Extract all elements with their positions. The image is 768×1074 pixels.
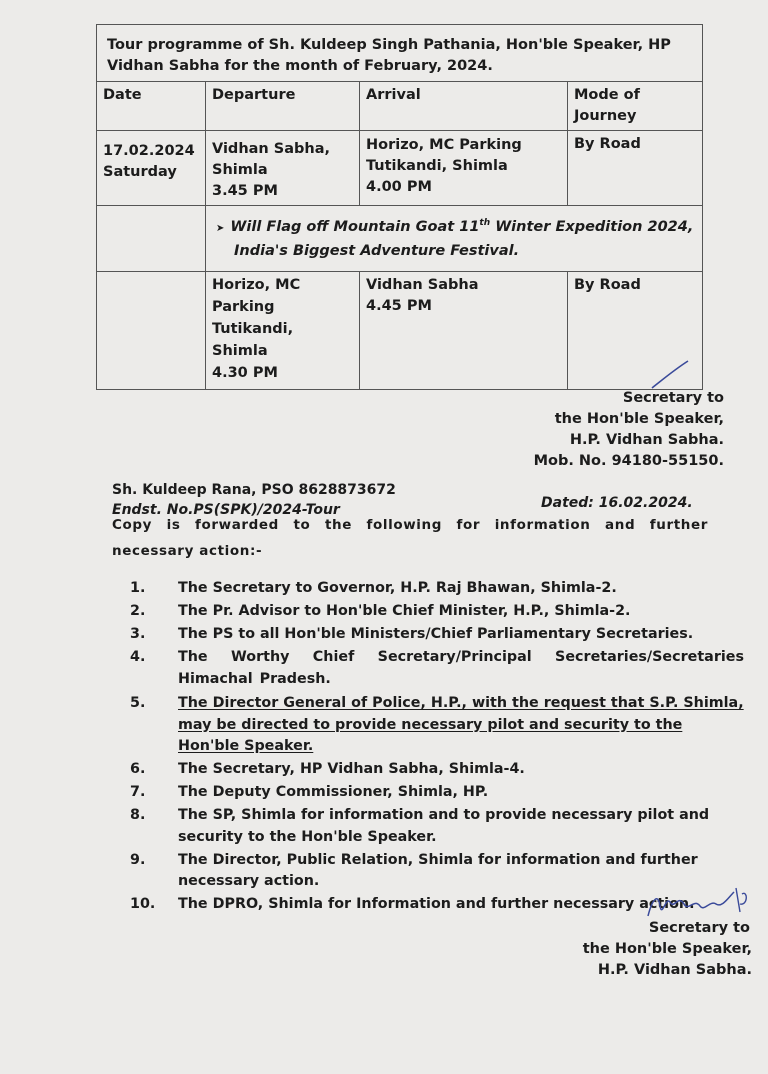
list-item: 8. The SP, Shimla for information and to provide necessary pilot and security to the Hon'ble Speaker. xyxy=(130,807,710,845)
cell-mode: By Road xyxy=(568,131,703,206)
list-item: 5. The Director General of Police, H.P., with the request that S.P. Shimla, may be directed to provide necessary pilot and security to the Hon'ble Speaker. xyxy=(130,695,744,754)
table-row xyxy=(97,131,703,206)
copy-forwarded-text: Copy is forwarded to the following for information and further necessary action:- xyxy=(112,517,708,559)
list-item: 6. The Secretary, HP Vidhan Sabha, Shimla-4. xyxy=(130,761,525,777)
list-item: 3. The PS to all Hon'ble Ministers/Chief Parliamentary Secretaries. xyxy=(130,626,694,642)
cell-arrival: Vidhan Sabha 4.45 PM xyxy=(360,272,568,390)
pso-contact: Sh. Kuldeep Rana, PSO 8628873672 xyxy=(112,482,396,498)
dated: Dated: 16.02.2024. xyxy=(541,495,693,511)
list-item: 1. The Secretary to Governor, H.P. Raj Bhawan, Shimla-2. xyxy=(130,580,617,596)
header-arrival: Arrival xyxy=(360,82,568,131)
event-note: ➤ Will Flag off Mountain Goat 11th Winter Expedition 2024, India's Biggest Adventure Festival. xyxy=(206,206,703,272)
cell-arrival: Horizo, MC Parking Tutikandi, Shimla 4.00 PM xyxy=(360,131,568,206)
list-item: 4. The Worthy Chief Secretary/Principal Secretaries/Secretaries Himachal Pradesh. xyxy=(130,649,744,687)
header-mode: Mode of Journey xyxy=(568,82,703,131)
cell-departure: Vidhan Sabha, Shimla 3.45 PM xyxy=(206,131,360,206)
header-date: Date xyxy=(97,82,206,131)
endorsement-number: Endst. No.PS(SPK)/2024-Tour xyxy=(112,502,340,518)
pen-tick-mark xyxy=(648,358,692,392)
cell-empty xyxy=(97,206,206,272)
list-item: 2. The Pr. Advisor to Hon'ble Chief Minister, H.P., Shimla-2. xyxy=(130,603,631,619)
cell-date: 17.02.2024 Saturday xyxy=(97,131,206,206)
bullet-arrow-icon: ➤ xyxy=(216,222,225,234)
cell-departure: Horizo, MC Parking Tutikandi, Shimla 4.30 PM xyxy=(206,272,360,390)
list-item: 7. The Deputy Commissioner, Shimla, HP. xyxy=(130,784,489,800)
signature-block-top: Secretary to the Hon'ble Speaker, H.P. Vidhan Sabha. Mob. No. 94180-55150. xyxy=(533,390,724,469)
table-header-row xyxy=(97,82,703,131)
table-note-row xyxy=(97,206,703,272)
list-item: 9. The Director, Public Relation, Shimla for information and further necessary action. xyxy=(130,851,698,889)
cell-empty xyxy=(97,272,206,390)
table-title-row xyxy=(97,25,703,82)
table-row xyxy=(97,272,703,390)
list-item: 10. The DPRO, Shimla for Information and further necessary action. xyxy=(130,896,695,912)
table-title: Tour programme of Sh. Kuldeep Singh Pathania, Hon'ble Speaker, HP Vidhan Sabha for the month of February, 2024. xyxy=(97,25,703,82)
tour-table xyxy=(96,24,703,390)
header-departure: Departure xyxy=(206,82,360,131)
recipient-list xyxy=(130,578,744,917)
cell-mode: By Road xyxy=(568,272,703,390)
signature-block-bottom: Secretary to the Hon'ble Speaker, H.P. Vidhan Sabha. xyxy=(582,920,752,978)
